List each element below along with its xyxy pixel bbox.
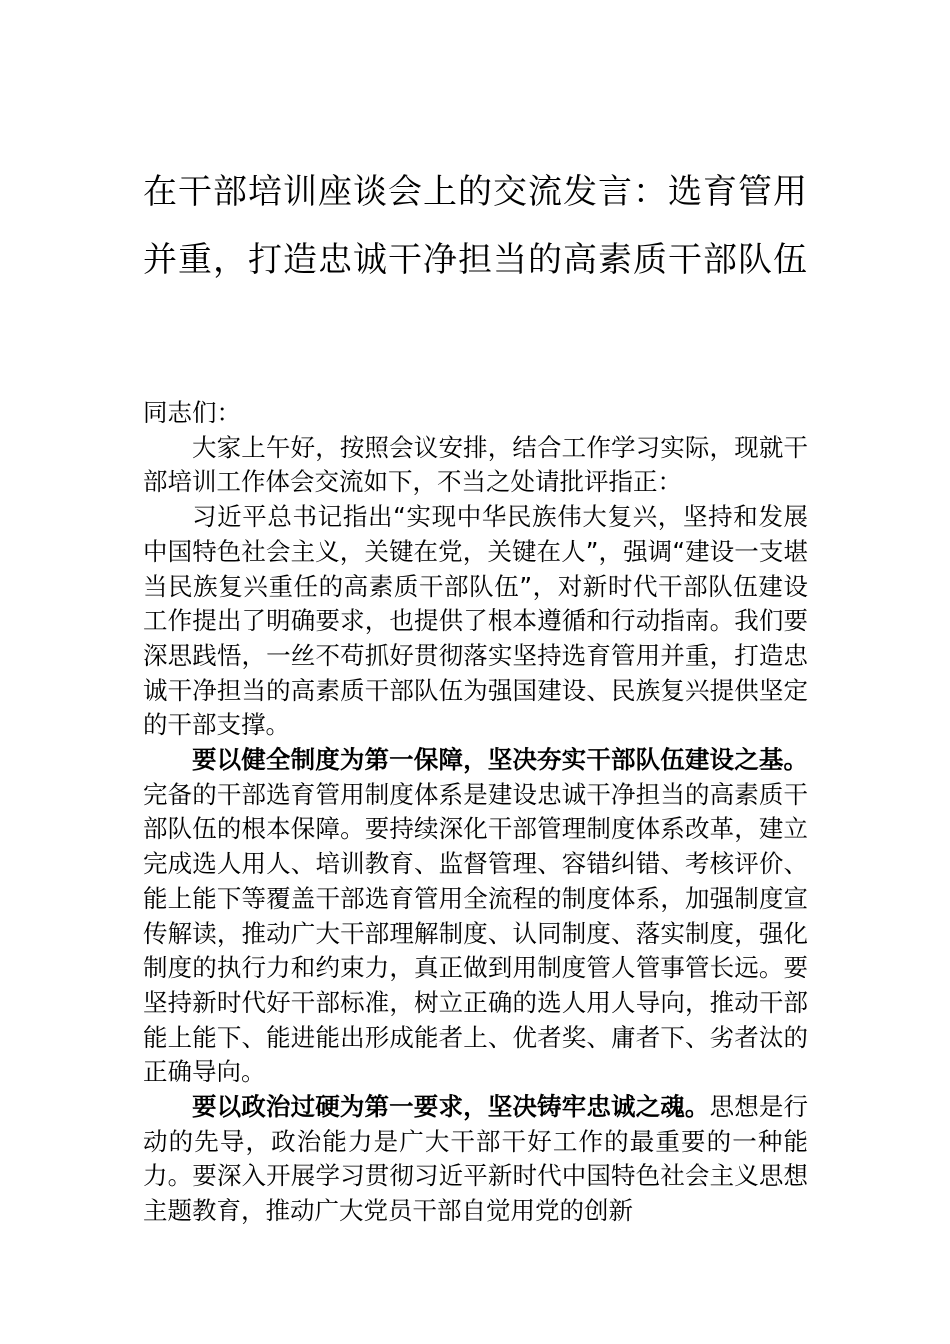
paragraph-text: 完备的干部选育管用制度体系是建设忠诚干净担当的高素质干部队伍的根本保障。要持续深化干部管理制度体系改革，建立完成选人用人、培训教育、监督管理、容错纠错、考核评价、能上能下等覆盖干部选育管用全流程的制度体系，加强制度宣传解读，推动广大干部理解制度、认同制度、落实制度，强化制度的执行力和约束力，真正做到用制度管人管事管长远。要坚持新时代好干部标准，树立正确的选人用人导向，推动干部能上能下、能进能出形成能者上、优者奖、庸者下、劣者汰的正确导向。 xyxy=(143,779,808,1087)
paragraph-heading: 要以政治过硬为第一要求，坚决铸牢忠诚之魂。 xyxy=(192,1092,710,1122)
paragraph-heading: 要以健全制度为第一保障，坚决夯实干部队伍建设之基。 xyxy=(192,745,808,775)
salutation: 同志们： xyxy=(143,398,241,427)
paragraph-institution xyxy=(143,743,808,1090)
paragraph-text: 思想是行动的先导，政治能力是广大干部干好工作的最重要的一种能力。要深入开展学习贯彻习近平新时代中国特色社会主义思想主题教育，推动广大党员干部自觉用党的创新 xyxy=(143,1092,808,1226)
document-body xyxy=(143,396,808,1229)
paragraph-greeting xyxy=(143,431,808,500)
paragraph-intro xyxy=(143,500,808,743)
paragraph-politics xyxy=(143,1090,808,1229)
paragraph-text: 大家上午好，按照会议安排，结合工作学习实际，现就干部培训工作体会交流如下，不当之处请批评指正： xyxy=(143,432,808,497)
document-title: 在干部培训座谈会上的交流发言：选育管用并重，打造忠诚干净担当的高素质干部队伍 xyxy=(143,172,808,280)
paragraph-text: 习近平总书记指出“实现中华民族伟大复兴，坚持和发展中国特色社会主义，关键在党，关键在人”，强调“建设一支堪当民族复兴重任的高素质干部队伍”，对新时代干部队伍建设工作提出了明确要求，也提供了根本遵循和行动指南。我们要深思践悟，一丝不苟抓好贯彻落实坚持选育管用并重，打造忠诚干净担当的高素质干部队伍为强国建设、民族复兴提供坚定的干部支撑。 xyxy=(143,502,808,740)
